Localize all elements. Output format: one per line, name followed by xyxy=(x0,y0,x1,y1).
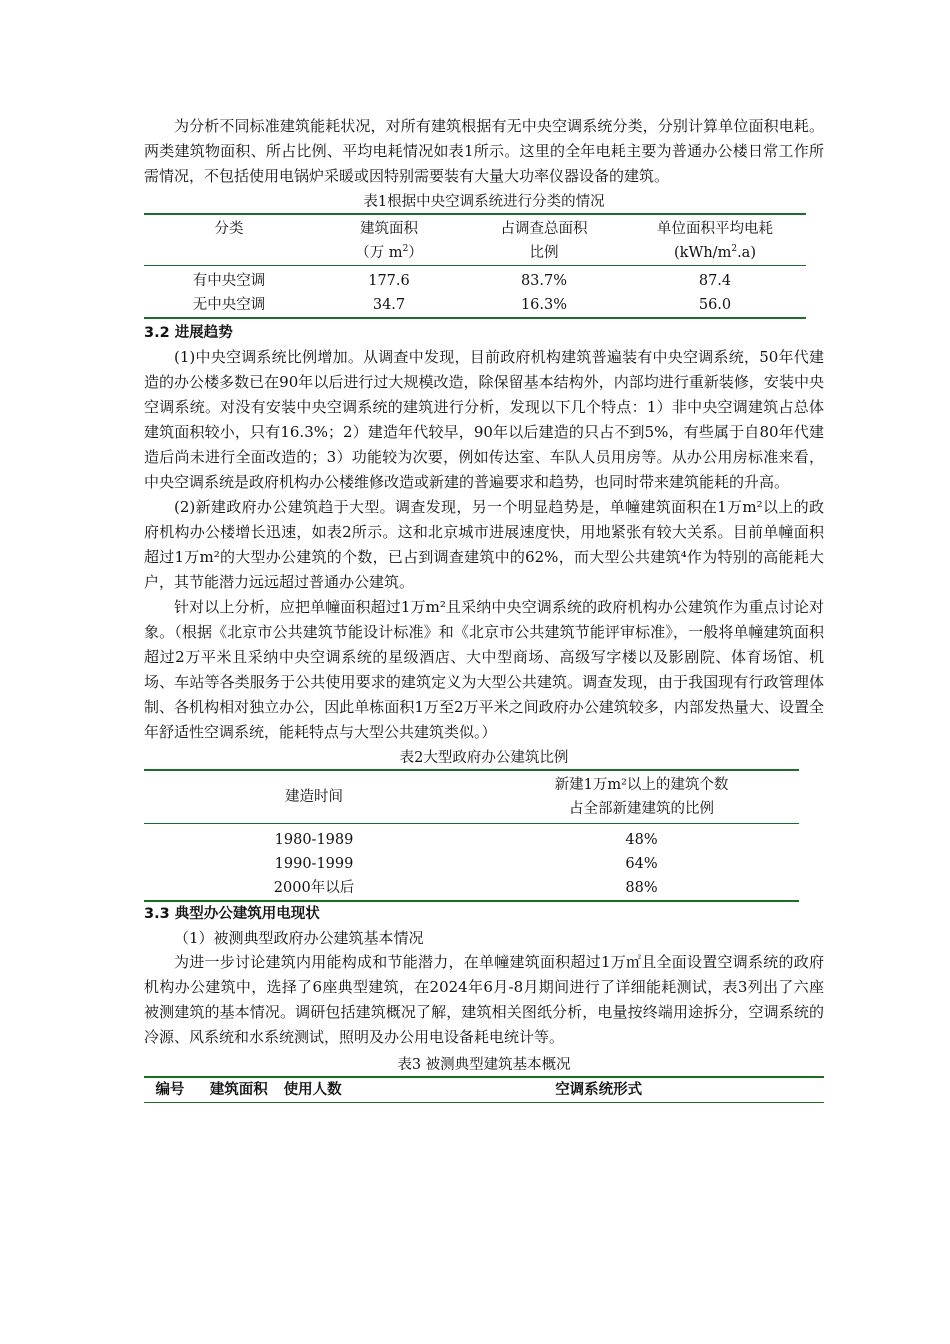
table1-header-power: 单位面积平均电耗 xyxy=(657,221,773,237)
table1-cell-area: 34.7 xyxy=(372,297,406,313)
table3-header-hvac-type: 空调系统形式 xyxy=(555,1082,643,1098)
table2-header-ratio xyxy=(484,770,799,824)
intro-paragraph: 为分析不同标准建筑能耗状况，对所有建筑根据有无中央空调系统分类，分别计算单位面积电耗。两类建筑物面积、所占比例、平均电耗情况如表1所示。这里的全年电耗主要为普通办公楼日常工作所需情况，不包括使用电锅炉采暖或因特别需要装有大量大功率仪器设备的建筑。 xyxy=(144,117,824,185)
table1-caption: 表1根据中央空调系统进行分类的情况 xyxy=(363,194,605,210)
table1-header-category: 分类 xyxy=(214,221,244,237)
section-3-2-para-1: (1)中央空调系统比例增加。从调查中发现，目前政府机构建筑普遍装有中央空调系统，50年代建造的办公楼多数已在90年以后进行过大规模改造，除保留基本结构外，内部均进行重新装修，安装中央空调系统。对没有安装中央空调系统的建筑进行分析，发现以下几个特点：1）非中央空调建筑占总体建筑面积较小，只有16.3%；2）建造年代较早，90年以后建造的只占不到5%，有些属于自80年代建造后尚未进行全面改造的；3）功能较为次要，例如传达室、车队人员用房等。从办公用房标准来看，中央空调系统是政府机构办公楼维修改造或新建的普遍要求和趋势，也同时带来建筑能耗的升高。 xyxy=(144,348,824,491)
table3-header-area: 建筑面积 xyxy=(209,1082,268,1098)
table1-cell-power: 56.0 xyxy=(698,297,732,313)
table2-header-period: 建造时间 xyxy=(285,789,343,805)
table2 xyxy=(144,769,799,902)
table2-cell-ratio: 88% xyxy=(625,880,658,896)
table2-cell-period: 1990-1999 xyxy=(274,856,354,872)
table3-header-occupants: 使用人数 xyxy=(283,1082,342,1098)
section-3-3-para-1: 为进一步讨论建筑内用能构成和节能潜力，在单幢建筑面积超过1万㎡且全面设置空调系统的政府机构办公建筑中，选择了6座典型建筑，在2024年6月-8月期间进行了详细能耗测试，表3列出了六座被测建筑的基本情况。调研包括建筑概况了解，建筑相关图纸分析，电量按终端用途拆分，空调系统的冷源、风系统和水系统测试，照明及办公用电设备耗电统计等。 xyxy=(144,953,824,1046)
section-3-3-heading: 3.3 典型办公建筑用电现状 xyxy=(144,906,320,922)
table2-header-ratio-line1: 新建1万m²以上的建筑个数 xyxy=(554,777,729,793)
table1-cell-category: 有中央空调 xyxy=(192,273,266,289)
table1-header-ratio-line2: 比例 xyxy=(529,245,559,261)
section-3-2-para-3: 针对以上分析，应把单幢面积超过1万m²且采纳中央空调系统的政府机构办公建筑作为重点讨论对象。（根据《北京市公共建筑节能设计标准》和《北京市公共建筑节能评审标准》，一般将单幢建筑面积超过2万平米且采纳中央空调系统的星级酒店、大中型商场、高级写字楼以及影剧院、体育场馆、机场、车站等各类服务于公共使用要求的建筑定义为大型公共建筑。调查发现，由于我国现有行政管理体制、各机构相对独立办公，因此单栋面积1万至2万平米之间政府办公建筑较多，内部发热量大、设置全年舒适性空调系统，能耗特点与大型公共建筑类似。） xyxy=(144,598,824,741)
document-page xyxy=(144,114,824,1103)
section-3-2-para-2: (2)新建政府办公建筑趋于大型。调查发现，另一个明显趋势是，单幢建筑面积在1万m²以上的政府机构办公楼增长迅速，如表2所示。这和北京城市进展速度快，用地紧张有较大关系。目前单幢面积超过1万m²的大型办公建筑的个数，已占到调查建筑中的62%，而大型公共建筑⁴作为特别的高能耗大户，其节能潜力远远超过普通办公建筑。 xyxy=(144,498,824,591)
table3-header-id: 编号 xyxy=(155,1082,185,1098)
table1-cell-power: 87.4 xyxy=(698,273,732,289)
table1-cell-ratio: 16.3% xyxy=(520,297,568,313)
section-3-3-subheading: （1）被测典型政府办公建筑基本情况 xyxy=(174,929,424,947)
table1-header-power-unit: $(kWh/m^2.a)$ xyxy=(674,244,756,261)
table-row xyxy=(144,876,799,901)
table3 xyxy=(144,1076,824,1103)
table2-caption: 表2大型政府办公建筑比例 xyxy=(399,750,569,766)
table1-cell-ratio: 83.7% xyxy=(520,273,568,289)
table1 xyxy=(144,213,806,319)
section-3-2-heading: 3.2 进展趋势 xyxy=(144,325,233,341)
table-row xyxy=(144,824,799,853)
table3-caption: 表3 被测典型建筑基本概况 xyxy=(397,1057,571,1073)
table-row xyxy=(144,266,806,294)
table1-header-ratio: 占调查总面积 xyxy=(500,221,588,237)
table2-cell-period: 2000年以后 xyxy=(273,880,355,896)
table1-header-area: 建筑面积 xyxy=(360,221,418,237)
table2-cell-ratio: 64% xyxy=(625,856,658,872)
table1-header-area-unit: （万 $m^2$） xyxy=(355,244,423,261)
table-row xyxy=(144,852,799,876)
table2-header-ratio-line2: 占全部新建建筑的比例 xyxy=(569,801,714,817)
table-row xyxy=(144,293,806,318)
table2-cell-period: 1980-1989 xyxy=(274,832,354,848)
table2-cell-ratio: 48% xyxy=(625,832,658,848)
table1-cell-category: 无中央空调 xyxy=(192,297,266,313)
table1-cell-area: 177.6 xyxy=(368,273,410,289)
